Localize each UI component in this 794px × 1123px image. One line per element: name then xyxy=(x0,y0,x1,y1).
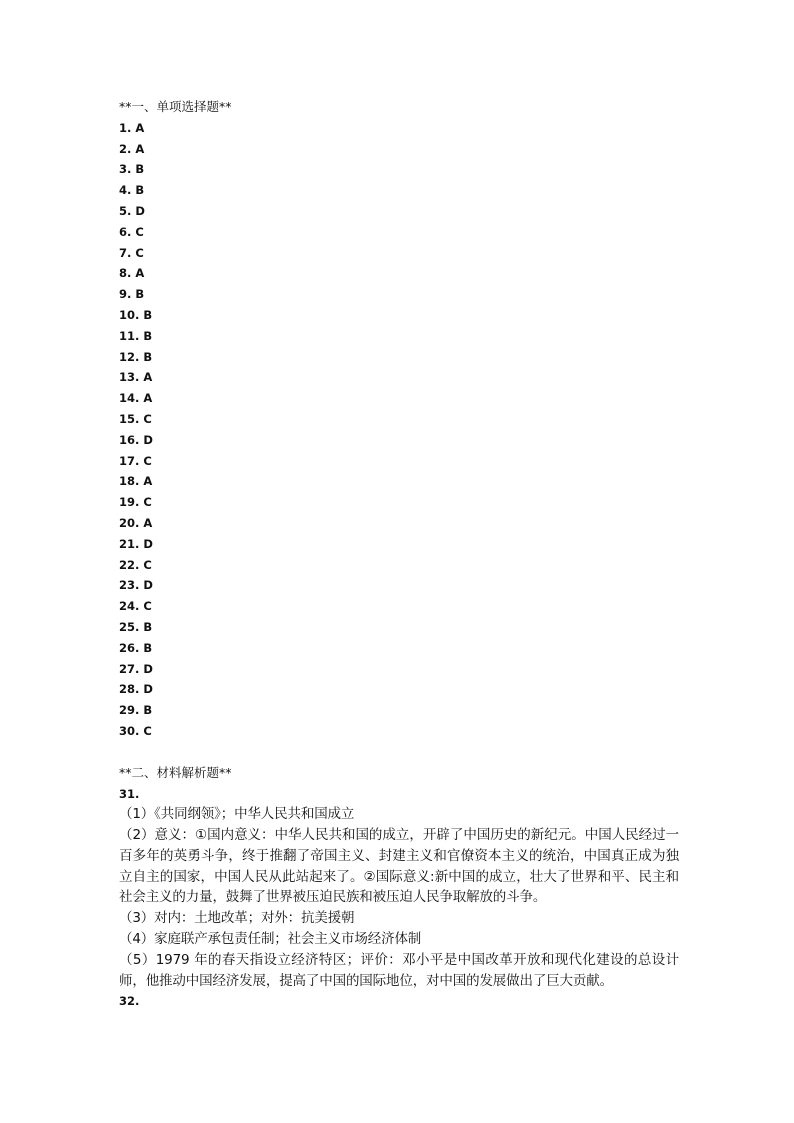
question-31-part-3: （3）对内：土地改革；对外：抗美援朝 xyxy=(119,910,355,927)
answer-number: 16. xyxy=(119,432,140,447)
answer-item xyxy=(119,575,679,596)
answer-number: 28. xyxy=(119,682,140,697)
answer-number: 12. xyxy=(119,349,140,364)
answer-choice: D xyxy=(143,682,153,697)
answer-item xyxy=(119,222,679,243)
answer-choice: C xyxy=(143,723,152,738)
answer-item xyxy=(119,721,679,742)
answer-item xyxy=(119,492,679,513)
answer-number: 25. xyxy=(119,619,140,634)
answer-choice: A xyxy=(143,474,153,489)
answer-item xyxy=(119,159,679,180)
answer-item xyxy=(119,451,679,472)
answer-key-list xyxy=(119,118,679,742)
answer-choice: C xyxy=(143,495,152,510)
question-32-number: 32. xyxy=(119,994,140,1009)
answer-choice: A xyxy=(143,391,153,406)
answer-item xyxy=(119,617,679,638)
answer-choice: C xyxy=(135,224,144,239)
answer-number: 1. xyxy=(119,120,132,135)
answer-item xyxy=(119,139,679,160)
answer-number: 29. xyxy=(119,703,140,718)
answer-choice: B xyxy=(143,307,153,322)
answer-item xyxy=(119,180,679,201)
answer-number: 4. xyxy=(119,183,132,198)
question-31-part-4: （4）家庭联产承包责任制；社会主义市场经济体制 xyxy=(119,931,422,948)
answer-number: 6. xyxy=(119,224,132,239)
answer-item xyxy=(119,409,679,430)
answer-choice: A xyxy=(143,515,153,530)
answer-item xyxy=(119,263,679,284)
answer-choice: D xyxy=(143,661,153,676)
answer-item xyxy=(119,326,679,347)
answer-number: 11. xyxy=(119,328,140,343)
question-31-part-1: （1）《共同纲领》；中华人民共和国成立 xyxy=(119,806,355,823)
answer-item xyxy=(119,430,679,451)
answer-item xyxy=(119,367,679,388)
answer-choice: B xyxy=(143,328,153,343)
answer-choice: C xyxy=(143,411,152,426)
section-spacer xyxy=(119,742,679,763)
answer-number: 20. xyxy=(119,515,140,530)
answer-item xyxy=(119,700,679,721)
answer-item xyxy=(119,679,679,700)
answer-number: 23. xyxy=(119,578,140,593)
answer-choice: D xyxy=(143,536,153,551)
answer-item xyxy=(119,555,679,576)
answer-item xyxy=(119,201,679,222)
question-31-number: 31. xyxy=(119,786,140,801)
question-31-part-5: （5）1979 年的春天指设立经济特区；评价：邓小平是中国改革开放和现代化建设的总设计师，他推动中国经济发展，提高了中国的国际地位，对中国的发展做出了巨大贡献。 xyxy=(119,951,679,989)
answer-number: 9. xyxy=(119,287,132,302)
answer-choice: C xyxy=(143,599,152,614)
answer-number: 24. xyxy=(119,599,140,614)
answer-number: 13. xyxy=(119,370,140,385)
answer-choice: A xyxy=(135,266,145,281)
answer-item xyxy=(119,243,679,264)
answer-choice: B xyxy=(143,349,153,364)
answer-item xyxy=(119,118,679,139)
answer-item xyxy=(119,305,679,326)
answer-item xyxy=(119,638,679,659)
answer-choice: B xyxy=(135,287,145,302)
answer-item xyxy=(119,347,679,368)
section-heading-multiple-choice: **一、单项选择题** xyxy=(119,99,232,114)
answer-number: 10. xyxy=(119,307,140,322)
answer-number: 5. xyxy=(119,203,132,218)
answer-choice: B xyxy=(143,619,153,634)
answer-number: 27. xyxy=(119,661,140,676)
answer-number: 3. xyxy=(119,162,132,177)
section-heading-material-analysis: **二、材料解析题** xyxy=(119,764,232,780)
answer-number: 19. xyxy=(119,495,140,510)
answer-item xyxy=(119,659,679,680)
answer-number: 26. xyxy=(119,640,140,655)
answer-number: 15. xyxy=(119,411,140,426)
answer-choice: D xyxy=(143,432,153,447)
answer-item xyxy=(119,513,679,534)
answer-number: 2. xyxy=(119,141,132,156)
answer-number: 7. xyxy=(119,245,132,260)
answer-choice: A xyxy=(135,141,145,156)
answer-item xyxy=(119,388,679,409)
answer-number: 30. xyxy=(119,723,140,738)
answer-item xyxy=(119,534,679,555)
answer-choice: C xyxy=(135,245,144,260)
answer-choice: D xyxy=(143,578,153,593)
document-content xyxy=(119,97,679,1012)
answer-choice: C xyxy=(143,453,152,468)
answer-choice: B xyxy=(135,183,145,198)
answer-choice: C xyxy=(143,557,152,572)
answer-item xyxy=(119,596,679,617)
question-31-part-2: （2）意义：①国内意义：中华人民共和国的成立，开辟了中国历史的新纪元。中国人民经过一百多年的英勇斗争，终于推翻了帝国主义、封建主义和官僚资本主义的统治，中国真正成为独立自主的国家，中国人民从此站起来了。②国际意义:新中国的成立，壮大了世界和平、民主和社会主义的力量，鼓舞了世界被压迫民族和被压迫人民争取解放的斗争。 xyxy=(119,827,679,906)
answer-choice: D xyxy=(135,203,145,218)
answer-choice: B xyxy=(143,640,153,655)
answer-number: 17. xyxy=(119,453,140,468)
answer-number: 8. xyxy=(119,266,132,281)
answer-item xyxy=(119,284,679,305)
answer-number: 18. xyxy=(119,474,140,489)
answer-choice: B xyxy=(143,703,153,718)
answer-choice: A xyxy=(143,370,153,385)
answer-choice: A xyxy=(135,120,145,135)
answer-number: 14. xyxy=(119,391,140,406)
answer-choice: B xyxy=(135,162,145,177)
answer-number: 22. xyxy=(119,557,140,572)
answer-number: 21. xyxy=(119,536,140,551)
answer-item xyxy=(119,471,679,492)
